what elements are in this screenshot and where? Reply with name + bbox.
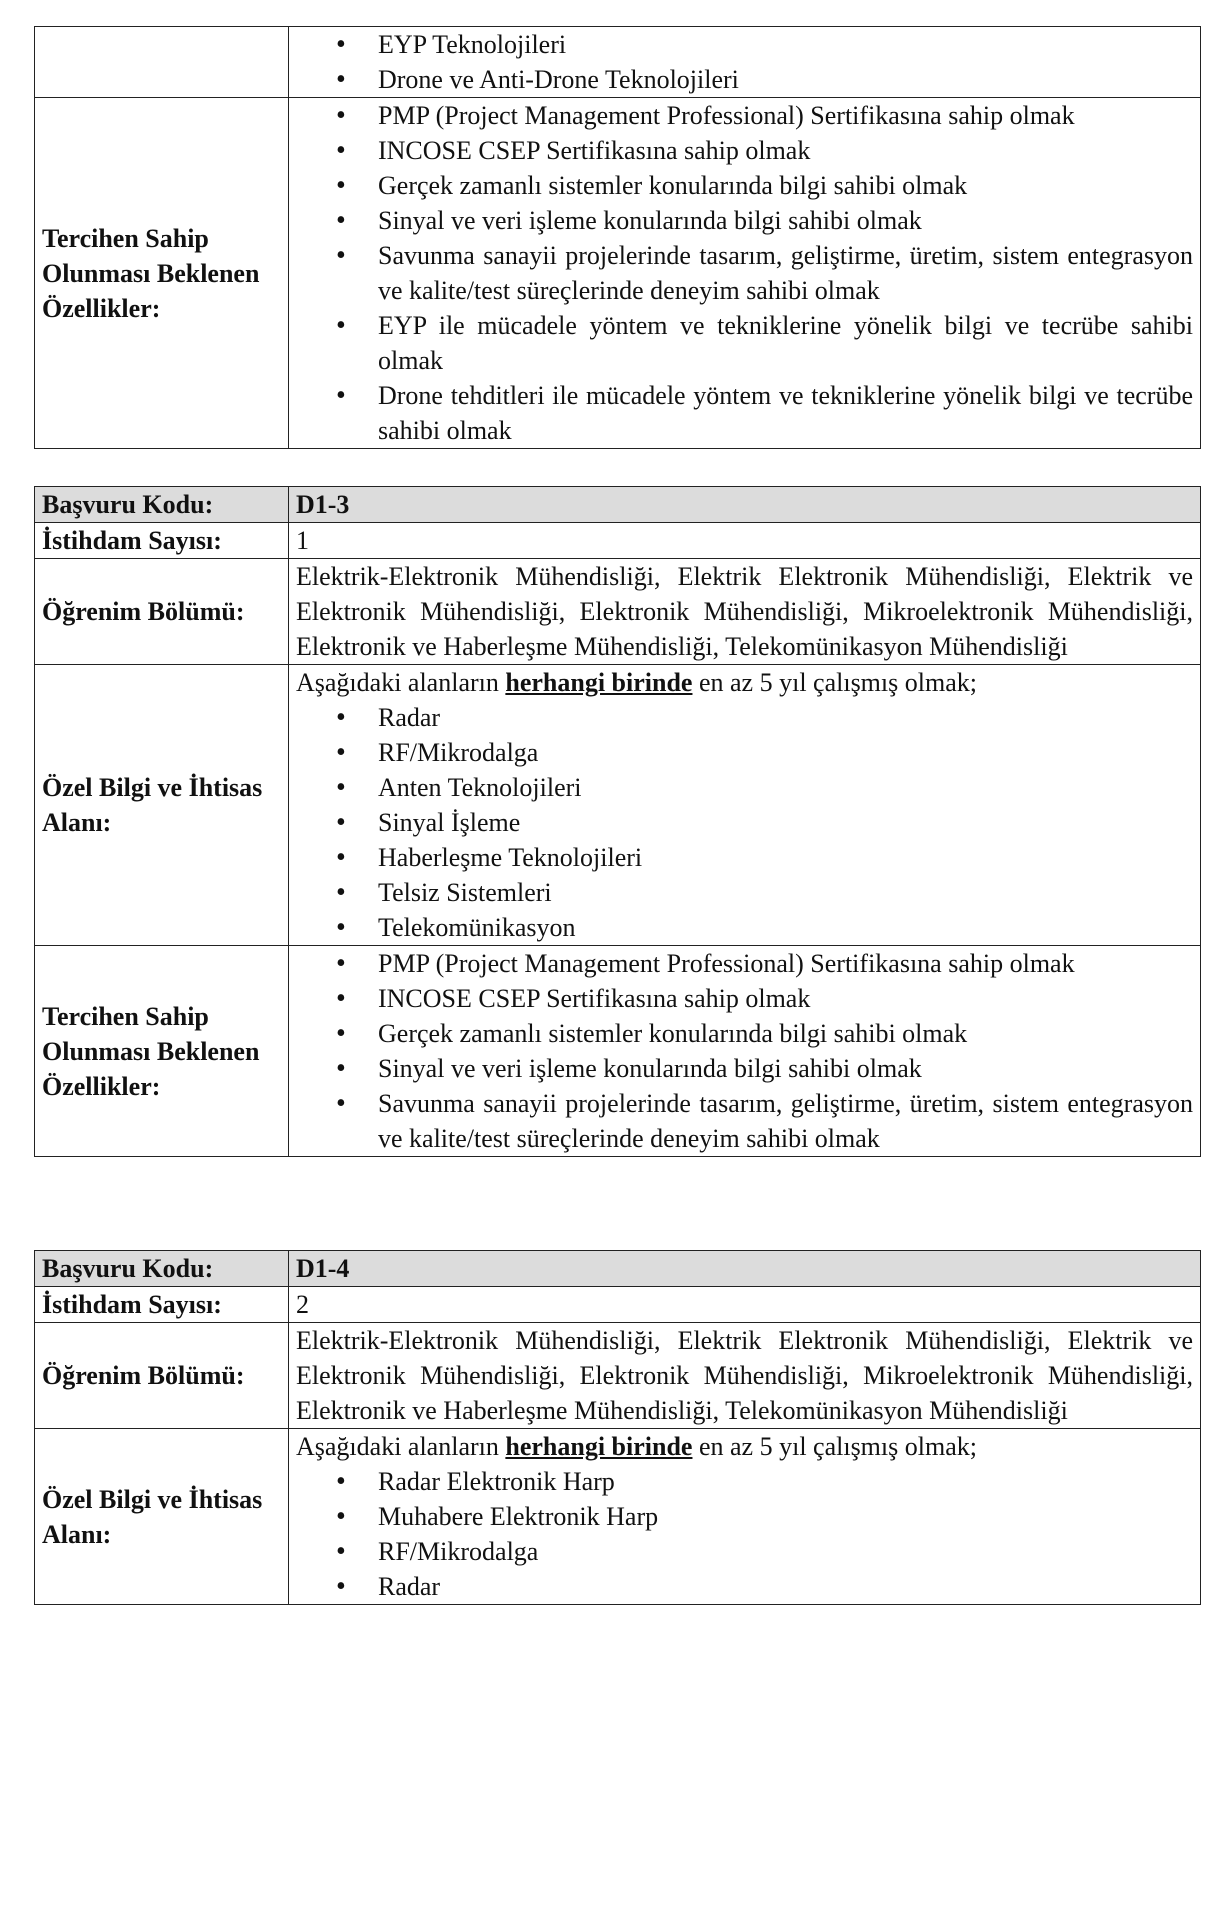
application-code-label: Başvuru Kodu: bbox=[35, 487, 289, 523]
intro-text: en az 5 yıl çalışmış olmak; bbox=[692, 1432, 977, 1461]
application-code-row bbox=[35, 487, 1201, 523]
specialization-cell bbox=[289, 665, 1201, 946]
employment-count-value: 1 bbox=[289, 523, 1201, 559]
list-item: • Savunma sanayii projelerinde tasarım, geliştirme, üretim, sistem entegrasyon ve kalite/test süreçlerinde deneyim sahibi olmak bbox=[336, 238, 1193, 308]
department-label: Öğrenim Bölümü: bbox=[35, 1323, 289, 1429]
specialization-cell bbox=[289, 1429, 1201, 1605]
specialization-intro bbox=[296, 1429, 1193, 1464]
list-item: • RF/Mikrodalga bbox=[336, 1534, 1193, 1569]
list-item: • Radar bbox=[336, 700, 1193, 735]
list-item: • EYP ile mücadele yöntem ve tekniklerine yönelik bilgi ve tecrübe sahibi olmak bbox=[336, 308, 1193, 378]
continued-items-cell bbox=[289, 27, 1201, 98]
specialization-row bbox=[35, 1429, 1201, 1605]
empty-label-cell bbox=[35, 27, 289, 98]
intro-text: en az 5 yıl çalışmış olmak; bbox=[692, 668, 977, 697]
employment-count-value: 2 bbox=[289, 1287, 1201, 1323]
specialization-label: Özel Bilgi ve İhtisas Alanı: bbox=[35, 665, 289, 946]
application-code-row bbox=[35, 1251, 1201, 1287]
position-table-d1-4 bbox=[34, 1250, 1201, 1605]
preferred-list bbox=[296, 946, 1193, 1156]
position-table-d1-3 bbox=[34, 486, 1201, 1157]
list-item: • PMP (Project Management Professional) Sertifikasına sahip olmak bbox=[336, 946, 1193, 981]
intro-text: Aşağıdaki alanların bbox=[296, 668, 506, 697]
specialization-intro bbox=[296, 665, 1193, 700]
list-item: • Sinyal ve veri işleme konularında bilgi sahibi olmak bbox=[336, 1051, 1193, 1086]
list-item: • INCOSE CSEP Sertifikasına sahip olmak bbox=[336, 133, 1193, 168]
department-value: Elektrik-Elektronik Mühendisliği, Elektrik Elektronik Mühendisliği, Elektrik ve Elektronik Mühendisliği, Elektronik Mühendisliği, Mikroelektronik Mühendisliği, Elektronik ve Haberleşme Mühendisliği, Telekomünikasyon Mühendisliği bbox=[289, 559, 1201, 665]
intro-emphasis: herhangi birinde bbox=[505, 1432, 693, 1461]
preferred-label: Tercihen Sahip Olunması Beklenen Özellikler: bbox=[35, 946, 289, 1157]
employment-count-row bbox=[35, 1287, 1201, 1323]
list-item: • Drone tehditleri ile mücadele yöntem ve tekniklerine yönelik bilgi ve tecrübe sahibi olmak bbox=[336, 378, 1193, 448]
list-item: • EYP Teknolojileri bbox=[336, 27, 1193, 62]
list-item: • Haberleşme Teknolojileri bbox=[336, 840, 1193, 875]
list-item: • Drone ve Anti-Drone Teknolojileri bbox=[336, 62, 1193, 97]
list-item: • Anten Teknolojileri bbox=[336, 770, 1193, 805]
list-item: • Sinyal ve veri işleme konularında bilgi sahibi olmak bbox=[336, 203, 1193, 238]
list-item: • Gerçek zamanlı sistemler konularında bilgi sahibi olmak bbox=[336, 168, 1193, 203]
list-item: • INCOSE CSEP Sertifikasına sahip olmak bbox=[336, 981, 1193, 1016]
preferred-label: Tercihen Sahip Olunması Beklenen Özellikler: bbox=[35, 98, 289, 449]
preferred-row bbox=[35, 98, 1201, 449]
specialization-list bbox=[296, 1464, 1193, 1604]
specialization-list bbox=[296, 700, 1193, 945]
list-item: • Gerçek zamanlı sistemler konularında bilgi sahibi olmak bbox=[336, 1016, 1193, 1051]
preferred-row bbox=[35, 946, 1201, 1157]
continued-row bbox=[35, 27, 1201, 98]
continued-list bbox=[296, 27, 1193, 97]
list-item: • PMP (Project Management Professional) Sertifikasına sahip olmak bbox=[336, 98, 1193, 133]
department-row bbox=[35, 559, 1201, 665]
preferred-list bbox=[296, 98, 1193, 448]
application-code-value: D1-4 bbox=[289, 1251, 1201, 1287]
list-item: • Savunma sanayii projelerinde tasarım, geliştirme, üretim, sistem entegrasyon ve kalite/test süreçlerinde deneyim sahibi olmak bbox=[336, 1086, 1193, 1156]
application-code-value: D1-3 bbox=[289, 487, 1201, 523]
list-item: • Sinyal İşleme bbox=[336, 805, 1193, 840]
employment-count-label: İstihdam Sayısı: bbox=[35, 1287, 289, 1323]
list-item: • Muhabere Elektronik Harp bbox=[336, 1499, 1193, 1534]
employment-count-label: İstihdam Sayısı: bbox=[35, 523, 289, 559]
department-value: Elektrik-Elektronik Mühendisliği, Elektrik Elektronik Mühendisliği, Elektrik ve Elektronik Mühendisliği, Elektronik Mühendisliği, Mikroelektronik Mühendisliği, Elektronik ve Haberleşme Mühendisliği, Telekomünikasyon Mühendisliği bbox=[289, 1323, 1201, 1429]
department-row bbox=[35, 1323, 1201, 1429]
department-label: Öğrenim Bölümü: bbox=[35, 559, 289, 665]
employment-count-row bbox=[35, 523, 1201, 559]
specialization-label: Özel Bilgi ve İhtisas Alanı: bbox=[35, 1429, 289, 1605]
specialization-row bbox=[35, 665, 1201, 946]
list-item: • Radar bbox=[336, 1569, 1193, 1604]
position-table-previous bbox=[34, 26, 1201, 449]
preferred-items-cell bbox=[289, 98, 1201, 449]
list-item: • Radar Elektronik Harp bbox=[336, 1464, 1193, 1499]
list-item: • Telsiz Sistemleri bbox=[336, 875, 1193, 910]
list-item: • RF/Mikrodalga bbox=[336, 735, 1193, 770]
list-item: • Telekomünikasyon bbox=[336, 910, 1193, 945]
preferred-items-cell bbox=[289, 946, 1201, 1157]
intro-emphasis: herhangi birinde bbox=[505, 668, 693, 697]
intro-text: Aşağıdaki alanların bbox=[296, 1432, 506, 1461]
application-code-label: Başvuru Kodu: bbox=[35, 1251, 289, 1287]
